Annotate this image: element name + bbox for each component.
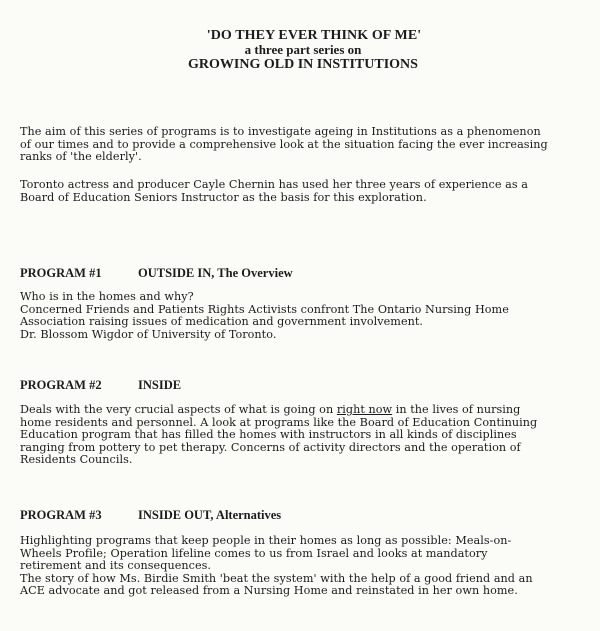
series-subtitle: a three part series on <box>244 42 362 57</box>
program-number: PROGRAM #1 <box>20 266 102 280</box>
program-3-heading <box>20 508 281 522</box>
document-header <box>0 28 600 73</box>
program-title: OUTSIDE IN, The Overview <box>138 266 293 280</box>
text-line: Who is in the homes and why? <box>20 290 194 303</box>
program-3-description <box>20 535 582 598</box>
text-fragment: Deals with the very crucial aspects of what is going on <box>20 403 337 416</box>
series-title: 'DO THEY EVER THINK OF ME' <box>206 28 422 43</box>
program-number: PROGRAM #3 <box>20 508 102 522</box>
text-line: Toronto actress and producer Cayle Chernin has used her three years of experience as a <box>20 178 528 191</box>
program-1-heading <box>20 266 293 280</box>
text-line: Concerned Friends and Patients Rights Activists confront The Ontario Nursing Home <box>20 302 509 316</box>
text-line: The aim of this series of programs is to investigate ageing in Institutions as a phenomenon <box>20 125 541 138</box>
text-line: Dr. Blossom Wigdor of University of Toronto. <box>20 327 277 341</box>
text-line: Association raising issues of medication and government involvement. <box>20 315 424 329</box>
text-line: Board of Education Seniors Instructor as the basis for this exploration. <box>20 190 427 204</box>
intro-paragraph-producer <box>20 179 582 204</box>
text-line <box>20 404 582 417</box>
program-1-description <box>20 291 582 341</box>
program-title: INSIDE <box>138 378 182 392</box>
series-name: GROWING OLD IN INSTITUTIONS <box>188 57 418 72</box>
text-line: retirement and its consequences. <box>20 559 212 573</box>
program-2-heading <box>20 378 181 392</box>
program-number: PROGRAM #2 <box>20 378 102 392</box>
text-line: home residents and personnel. A look at programs like the Board of Education Continuing <box>20 415 538 429</box>
text-line: The story of how Ms. Birdie Smith 'beat the system' with the help of a good friend and an <box>20 571 533 585</box>
text-line: ACE advocate and got released from a Nursing Home and reinstated in her own home. <box>20 584 518 598</box>
underlined-emphasis: right now <box>336 403 393 416</box>
text-line: Wheels Profile; Operation lifeline comes to us from Israel and looks at mandatory <box>20 546 488 560</box>
text-line: ranks of 'the elderly'. <box>20 150 142 164</box>
text-line: Highlighting programs that keep people in their homes as long as possible: Meals-on- <box>20 534 512 547</box>
text-line: Residents Councils. <box>20 453 133 467</box>
text-line: ranging from pottery to pet therapy. Concerns of activity directors and the operation of <box>20 440 521 454</box>
program-2-description <box>20 404 582 467</box>
text-line: Education program that has filled the homes with instructors in all kinds of disciplines <box>20 428 517 442</box>
program-title: INSIDE OUT, Alternatives <box>138 508 282 522</box>
text-fragment: in the lives of nursing <box>392 403 521 416</box>
text-line: of our times and to provide a comprehensive look at the situation facing the ever increasing <box>20 137 548 151</box>
intro-paragraph-aim <box>20 126 582 164</box>
